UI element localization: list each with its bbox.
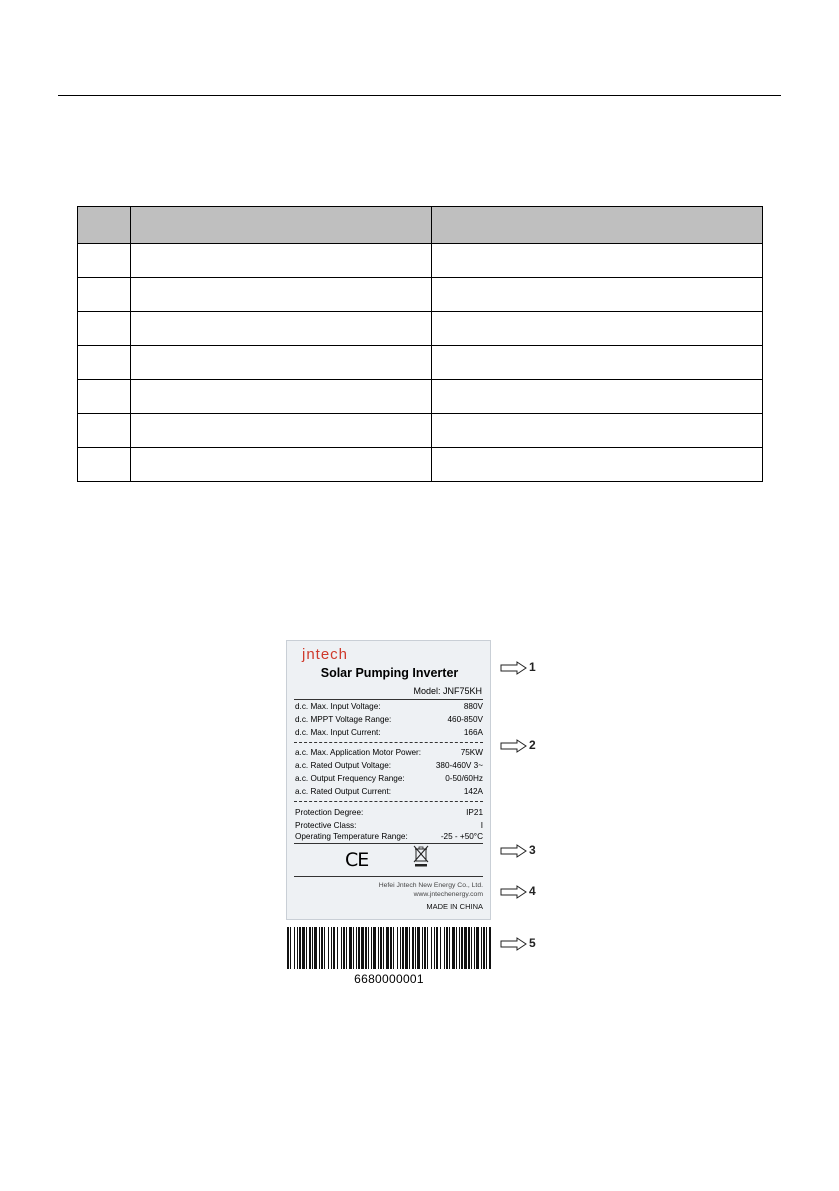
barcode-bar <box>468 927 470 969</box>
barcode <box>287 927 491 969</box>
barcode-bar <box>287 927 289 969</box>
barcode-bar <box>358 927 360 969</box>
barcode-bar <box>371 927 372 969</box>
barcode-bar <box>427 927 428 969</box>
arrow-right-icon <box>500 937 528 951</box>
spec-row: d.c. MPPT Voltage Range: 460-850V <box>295 715 483 724</box>
product-title: Solar Pumping Inverter <box>320 666 459 680</box>
spec-row: a.c. Rated Output Voltage: 380-460V 3~ <box>295 761 483 770</box>
barcode-bar <box>390 927 392 969</box>
divider <box>294 876 483 877</box>
barcode-bar <box>409 927 410 969</box>
barcode-bar <box>386 927 389 969</box>
barcode-bar <box>471 927 472 969</box>
table-header-row <box>78 207 763 244</box>
barcode-bar <box>459 927 460 969</box>
barcode-bar <box>319 927 320 969</box>
barcode-bar <box>483 927 485 969</box>
barcode-bar <box>481 927 482 969</box>
barcode-bar <box>365 927 367 969</box>
barcode-bar <box>383 927 384 969</box>
table-row <box>78 448 763 482</box>
barcode-bar <box>378 927 379 969</box>
nameplate-label <box>286 640 491 920</box>
barcode-bar <box>486 927 487 969</box>
spec-row: d.c. Max. Input Voltage: 880V <box>295 702 483 711</box>
barcode-bar <box>412 927 414 969</box>
spec-row: a.c. Rated Output Current: 142A <box>295 787 483 796</box>
barcode-bar <box>474 927 475 969</box>
barcode-bar <box>402 927 404 969</box>
barcode-bar <box>324 927 325 969</box>
table-row <box>78 346 763 380</box>
barcode-bar <box>290 927 291 969</box>
serial-number: 6680000001 <box>354 972 424 986</box>
barcode-bar <box>422 927 423 969</box>
ce-mark: CE <box>345 849 369 871</box>
dashed-divider <box>294 801 483 802</box>
barcode-bar <box>337 927 338 969</box>
table-row <box>78 380 763 414</box>
barcode-bar <box>434 927 435 969</box>
barcode-bar <box>444 927 445 969</box>
spec-row: a.c. Output Frequency Range: 0-50/60Hz <box>295 774 483 783</box>
barcode-bar <box>349 927 352 969</box>
manufacturer-website: www.jntechenergy.com <box>413 891 483 898</box>
barcode-bar <box>333 927 335 969</box>
model-number: Model: JNF75KH <box>413 686 482 696</box>
spec-row: Operating Temperature Range: -25 - +50°C <box>295 832 483 841</box>
barcode-bar <box>309 927 311 969</box>
barcode-bar <box>446 927 448 969</box>
manufacturer-name: Hefei Jntech New Energy Co., Ltd. <box>378 882 483 889</box>
barcode-bar <box>380 927 382 969</box>
spec-row: a.c. Max. Application Motor Power: 75KW <box>295 748 483 757</box>
barcode-bar <box>464 927 467 969</box>
barcode-bar <box>431 927 432 969</box>
barcode-bar <box>452 927 455 969</box>
divider <box>294 699 483 700</box>
arrow-right-icon <box>500 844 528 858</box>
barcode-bar <box>424 927 426 969</box>
barcode-bar <box>306 927 307 969</box>
barcode-bar <box>476 927 479 969</box>
barcode-bar <box>489 927 491 969</box>
barcode-bar <box>456 927 457 969</box>
barcode-bar <box>400 927 401 969</box>
barcode-bar <box>417 927 420 969</box>
barcode-bar <box>397 927 398 969</box>
table-row <box>78 278 763 312</box>
empty-table <box>77 206 763 482</box>
barcode-bar <box>302 927 305 969</box>
table-row <box>78 312 763 346</box>
barcode-bar <box>356 927 357 969</box>
barcode-bar <box>297 927 298 969</box>
brand-logo: jntech <box>302 646 349 663</box>
barcode-bar <box>328 927 329 969</box>
barcode-bar <box>436 927 438 969</box>
header-rule <box>58 95 781 96</box>
arrow-right-icon <box>500 739 528 753</box>
weee-bin-icon <box>413 845 429 867</box>
barcode-bar <box>449 927 450 969</box>
spec-row: Protective Class: I <box>295 821 483 830</box>
barcode-bar <box>294 927 295 969</box>
barcode-bar <box>312 927 313 969</box>
table-row <box>78 414 763 448</box>
barcode-bar <box>343 927 345 969</box>
barcode-bar <box>361 927 364 969</box>
barcode-bar <box>321 927 323 969</box>
country-of-origin: MADE IN CHINA <box>426 902 483 911</box>
barcode-bar <box>368 927 369 969</box>
barcode-bar <box>341 927 342 969</box>
barcode-bar <box>373 927 376 969</box>
barcode-bar <box>461 927 463 969</box>
barcode-bar <box>440 927 441 969</box>
spec-row: Protection Degree: IP21 <box>295 808 483 817</box>
barcode-bar <box>331 927 332 969</box>
spec-row: d.c. Max. Input Current: 166A <box>295 728 483 737</box>
dashed-divider <box>294 742 483 743</box>
barcode-bar <box>314 927 317 969</box>
barcode-bar <box>393 927 394 969</box>
table-row <box>78 244 763 278</box>
arrow-right-icon <box>500 885 528 899</box>
divider <box>294 843 483 844</box>
arrow-right-icon <box>500 661 528 675</box>
barcode-bar <box>299 927 301 969</box>
barcode-bar <box>405 927 408 969</box>
barcode-bar <box>353 927 354 969</box>
barcode-bar <box>415 927 416 969</box>
barcode-bar <box>346 927 347 969</box>
